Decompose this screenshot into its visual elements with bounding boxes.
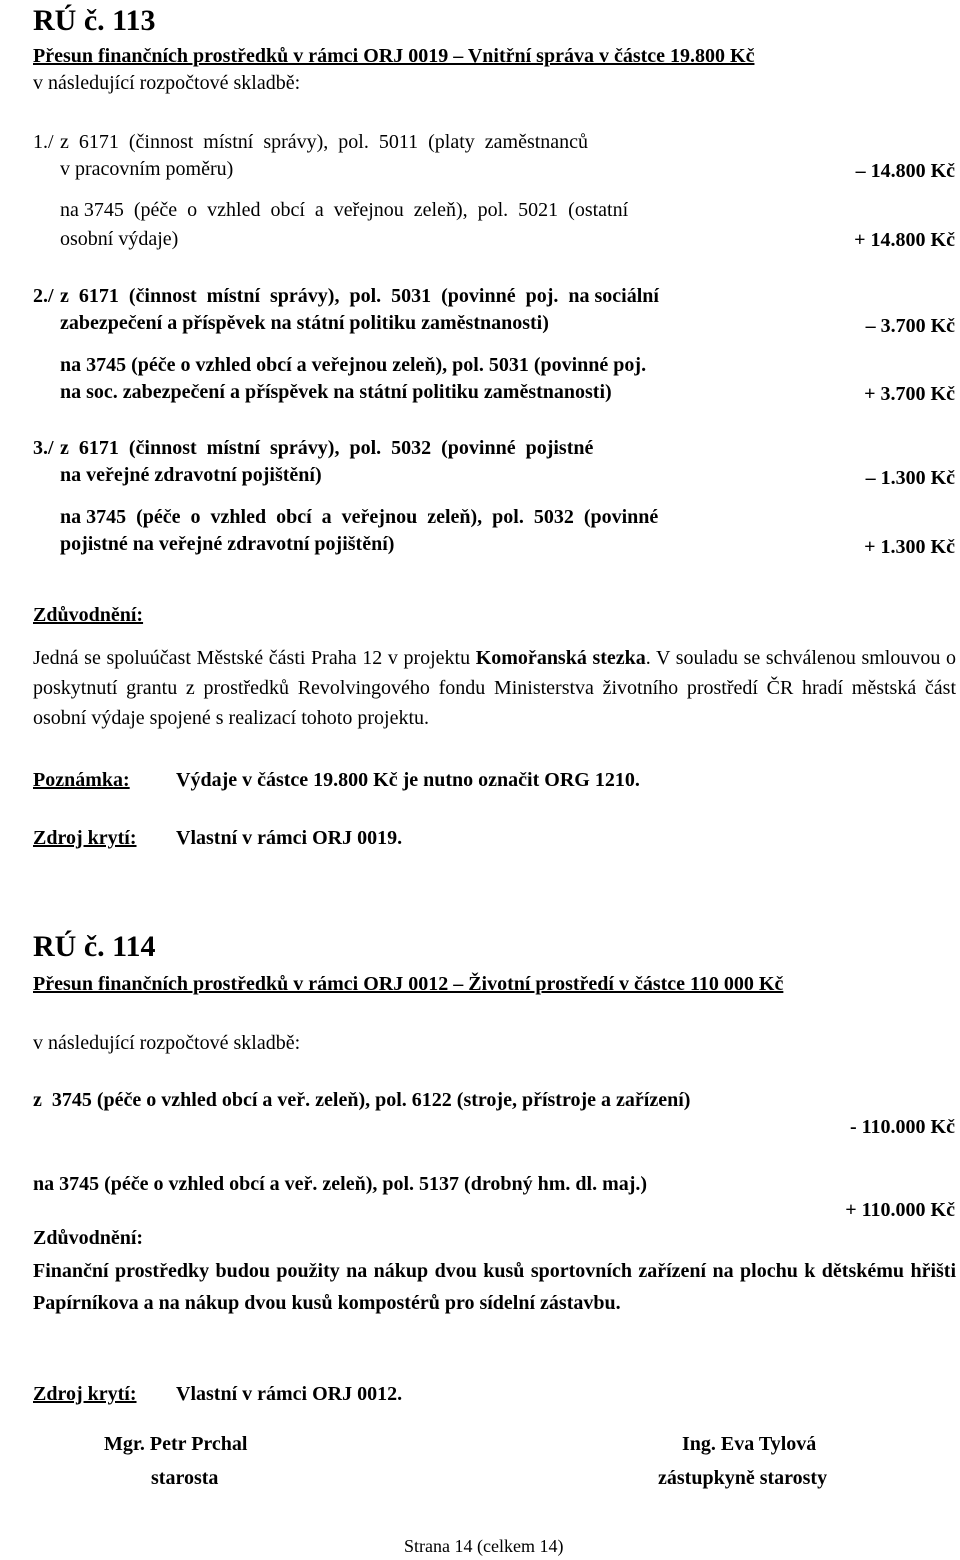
ru114-to-amount: + 110.000 Kč [845,1199,955,1221]
item-3-to-line2: pojistné na veřejné zdravotní pojištění) [60,533,395,555]
justification-text-part2: . V souladu se schválenou smlouvou o poskytnutí grantu z prostředků Revolvingového fondu Ministerstva životního prostředí ČR hradí městská část osobní výdaje spojené s realizací tohoto projektu. [33,647,956,729]
item-1-number: 1./ [33,131,54,153]
item-3-to-line1: na 3745 (péče o vzhled obcí a veřejnou zeleň), pol. 5032 (povinné [60,506,659,528]
ru114-justification-text: Finanční prostředky budou použity na nákup dvou kusů sportovních zařízení na plochu k dětskému hřišti Papírníkova a na nákup dvou kusů kompostérů pro sídelní zástavbu. [33,1260,956,1314]
ru113-note-text: Výdaje v částce 19.800 Kč je nutno označit ORG 1210. [176,769,640,791]
item-1-to-line1: na 3745 (péče o vzhled obcí a veřejnou zeleň), pol. 5021 (ostatní [60,199,629,221]
ru114-from-line: z 3745 (péče o vzhled obcí a veř. zeleň), pol. 6122 (stroje, přístroje a zařízení) [33,1089,691,1111]
item-2-to-line2: na soc. zabezpečení a příspěvek na státní politiku zaměstnanosti) [60,381,612,403]
page-footer: Strana 14 (celkem 14) [404,1536,564,1556]
item-2-to-amount: + 3.700 Kč [864,383,955,405]
item-3-from-line1: z 6171 (činnost místní správy), pol. 5032 (povinné pojistné [60,437,594,459]
signatory-1-role: starosta [151,1467,219,1489]
ru114-to-line: na 3745 (péče o vzhled obcí a veř. zeleň), pol. 5137 (drobný hm. dl. maj.) [33,1173,648,1195]
item-1-from-line1: z 6171 (činnost místní správy), pol. 5011 (platy zaměstnanců [60,131,589,153]
item-2-from-amount: – 3.700 Kč [865,315,955,337]
item-1-from-line2: v pracovním poměru) [60,158,234,180]
signatory-2-role: zástupkyně starosty [658,1467,828,1489]
ru114-source-label: Zdroj krytí: [33,1383,137,1405]
item-1-from-amount: – 14.800 Kč [855,160,955,182]
item-3-from-amount: – 1.300 Kč [865,467,955,489]
ru114-source-text: Vlastní v rámci ORJ 0012. [176,1383,403,1405]
ru114-subject: Přesun finančních prostředků v rámci ORJ 0012 – Životní prostředí v částce 110 000 Kč [33,973,784,995]
item-2-from-line2: zabezpečení a příspěvek na státní politiku zaměstnanosti) [60,312,549,334]
item-1-to-line2: osobní výdaje) [60,228,179,250]
item-2-from-line1: z 6171 (činnost místní správy), pol. 5031 (povinné poj. na sociální [60,285,659,307]
ru114-justification-label: Zdůvodnění: [33,1227,144,1249]
ru113-subject: Přesun finančních prostředků v rámci ORJ 0019 – Vnitřní správa v částce 19.800 Kč [33,45,755,67]
ru114-heading: RÚ č. 114 [33,930,156,963]
ru113-note-label: Poznámka: [33,769,130,791]
ru113-justification-text [33,643,956,733]
item-2-to-line1: na 3745 (péče o vzhled obcí a veřejnou zeleň), pol. 5031 (povinné poj. [60,354,647,376]
signatory-1-name: Mgr. Petr Prchal [104,1433,248,1455]
item-1-to-amount: + 14.800 Kč [854,229,955,251]
ru113-heading: RÚ č. 113 [33,4,156,37]
project-name: Komořanská stezka [475,647,646,669]
ru113-subject-cont: v následující rozpočtové skladbě: [33,72,301,94]
item-3-from-line2: na veřejné zdravotní pojištění) [60,464,322,486]
item-3-number: 3./ [33,437,54,459]
item-2-number: 2./ [33,285,54,307]
signatory-2-name: Ing. Eva Tylová [682,1433,817,1455]
ru114-subject-cont: v následující rozpočtové skladbě: [33,1032,301,1054]
ru113-source-text: Vlastní v rámci ORJ 0019. [176,827,403,849]
ru113-source-label: Zdroj krytí: [33,827,137,849]
ru114-from-amount: - 110.000 Kč [850,1116,955,1138]
item-3-to-amount: + 1.300 Kč [864,536,955,558]
justification-text-part1: Jedná se spoluúčast Městské části Praha 12 v projektu [33,647,476,669]
ru113-justification-label: Zdůvodnění: [33,604,144,626]
